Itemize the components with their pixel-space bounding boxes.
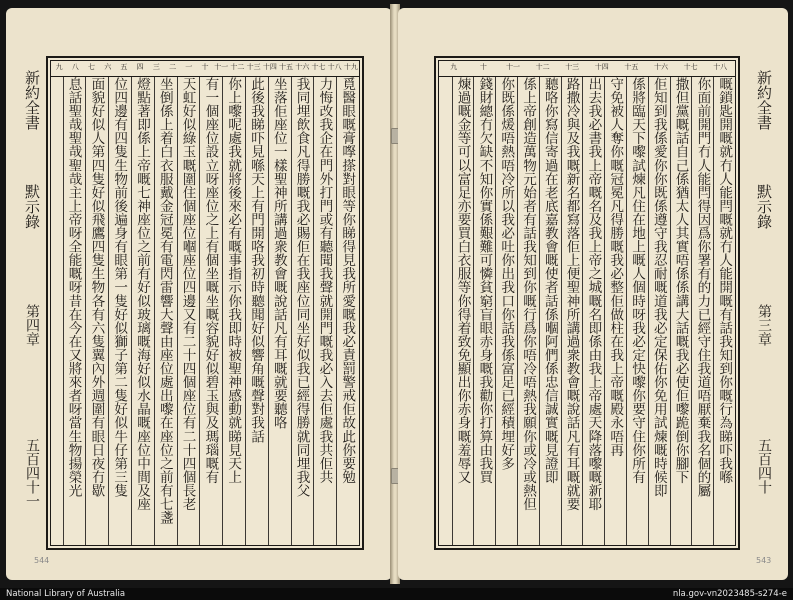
column-text: 出去我必書我上帝嘅名及我上帝之城嘅名即係由我上帝處天降落嚟嘅新耶 bbox=[585, 77, 602, 511]
text-column bbox=[582, 77, 605, 545]
column-number: 四 bbox=[136, 63, 144, 71]
column-number: 七 bbox=[88, 63, 95, 71]
right-column-numbers bbox=[439, 61, 735, 77]
column-number: 十 bbox=[201, 63, 209, 71]
text-column bbox=[691, 77, 714, 545]
text-column bbox=[177, 77, 201, 545]
text-column bbox=[452, 77, 475, 545]
text-column bbox=[670, 77, 693, 545]
column-number: 十二 bbox=[535, 63, 550, 71]
column-number: 八 bbox=[71, 63, 79, 71]
column-number: 十二 bbox=[230, 63, 245, 71]
left-text-columns bbox=[51, 77, 359, 545]
column-number: 九 bbox=[55, 63, 63, 71]
column-number: 十七 bbox=[683, 63, 698, 71]
column-text: 此後我睇吓見喺天上有門開咯我初時聽聞好似響角嘅聲對我話 bbox=[248, 77, 264, 443]
text-column bbox=[222, 77, 246, 545]
column-text: 面貌好似人第四隻好似飛鷹四隻生物各有六隻翼內外週圍有眼日夜冇歇 bbox=[88, 77, 105, 498]
text-column bbox=[648, 77, 671, 545]
column-number: 九 bbox=[450, 63, 458, 71]
column-number: 十三 bbox=[565, 63, 580, 71]
text-column bbox=[154, 77, 178, 545]
column-text: 係上帝創造萬物元始者有話我知到你嘅行爲你唔冷唔熱我願你或冷或熱但 bbox=[520, 77, 536, 511]
column-text: 你既係煖唔熱唔冷所以我必吐你出我口你話我係富足已經積埋好多 bbox=[498, 77, 515, 470]
column-text: 佢知到我係愛你你既係遵守我忍耐嘅道我必定保佑你免用試煉嘅時候即 bbox=[650, 77, 667, 498]
credit-library: National Library of Australia bbox=[6, 589, 126, 599]
column-number: 六 bbox=[104, 63, 112, 71]
left-section-title: 默示錄 bbox=[23, 184, 41, 229]
text-column bbox=[291, 77, 315, 545]
text-column bbox=[336, 77, 360, 545]
left-page-number: 五百四十一 bbox=[24, 438, 40, 508]
text-column bbox=[63, 77, 87, 545]
left-chapter-title: 第四章 bbox=[24, 304, 40, 346]
column-number: 十三 bbox=[246, 63, 261, 71]
right-page-number: 五百四十 bbox=[756, 438, 772, 494]
column-text: 嘅鎖匙開嘅就冇人能閂嘅就冇人能開嘅有話我知到你嘅行為睇吓我喺 bbox=[716, 77, 733, 484]
text-column bbox=[313, 77, 337, 545]
column-number: 十五 bbox=[624, 63, 639, 71]
column-text: 聽咯你寫信寄過在老底嘉教會嘅使者話係嗰阿們係忠信誠實嘅見證即 bbox=[541, 77, 558, 484]
column-text: 路撒冷與及我嘅新名都寫落佢上便聖神所講過衆教會嘅說話凡有耳嘅就要 bbox=[563, 77, 580, 511]
text-column bbox=[85, 77, 109, 545]
column-text: 守免被人奪你嘅冠冕凡得勝嘅我必整佢做柱在我上帝嘅殿永唔再 bbox=[607, 77, 624, 457]
right-page bbox=[398, 8, 788, 580]
column-number: 十八 bbox=[327, 63, 342, 71]
column-text: 力悔改我企在門外打門或有聽聞我聲就開門嘅我必入去佢處我共佢共 bbox=[316, 77, 333, 484]
column-number: 十八 bbox=[713, 63, 728, 71]
column-text: 覓醫眼嘅膏𠸎搽對眼等你睇得見我所愛嘅我必責罰警戒佢故此你要勉 bbox=[339, 77, 356, 484]
column-text: 位四邊有四隻生物前後遍身有眼第一隻好似獅子第二隻好似牛仔第三隻 bbox=[111, 77, 128, 498]
column-number: 十六 bbox=[653, 63, 668, 71]
text-column bbox=[604, 77, 627, 545]
right-section-title: 默示錄 bbox=[755, 184, 773, 229]
left-page bbox=[6, 8, 392, 580]
column-number: 十四 bbox=[262, 63, 277, 71]
right-pencil-mark: 543 bbox=[756, 556, 772, 565]
left-book-title: 新約全書 bbox=[23, 70, 41, 130]
column-text: 息話聖哉聖哉聖哉主上帝呀全能嘅呀昔在今在又將來者呀當生物揚榮光 bbox=[65, 77, 82, 498]
column-number: 十五 bbox=[279, 63, 294, 71]
text-column bbox=[131, 77, 155, 545]
credits-bar bbox=[0, 588, 793, 600]
column-text: 坐落佢座位一樣聖神所講過衆教會嘅說話凡有耳嘅就要聽咯 bbox=[270, 77, 287, 430]
column-text: 你上嚟呢處我就將後來必有嘅事指示你我即時被聖神感動就睇見天上 bbox=[225, 77, 242, 484]
column-text: 燈點著即係上帝嘅七神座位之前有好似玻璃嘅海好似水晶嘅座位中間及座 bbox=[134, 77, 150, 511]
column-number: 十四 bbox=[594, 63, 609, 71]
column-text: 係將臨天下嚟試煉凡住在地上嘅人個時呀我必定快嚟你要守住你所有 bbox=[629, 77, 645, 484]
column-number: 十一 bbox=[505, 63, 520, 71]
column-number: 十六 bbox=[295, 63, 310, 71]
text-column bbox=[473, 77, 496, 545]
column-text: 撒但黨嘅話自己係猶太人其實唔係係講大話嘅我必使佢嚟跪倒你腳下 bbox=[672, 77, 689, 484]
text-column bbox=[199, 77, 223, 545]
text-column bbox=[561, 77, 584, 545]
left-pencil-mark: 544 bbox=[34, 556, 50, 565]
column-number: 二 bbox=[169, 63, 177, 71]
text-column bbox=[517, 77, 540, 545]
column-text: 有一個座位設立呀座位之上有個坐嘅坐嘅容貌好似碧玉與及瑪瑙嘅有 bbox=[202, 77, 219, 484]
column-number: 三 bbox=[152, 63, 160, 71]
column-text: 錢財總冇欠缺不知你實係艱難可憐貧窮盲眼赤身嘅我勸你打算由我買 bbox=[476, 77, 493, 484]
column-number: 十一 bbox=[214, 63, 229, 71]
column-text: 你面前開門冇人能閂得因爲你署有的力已經守住我道唔厭棄我名個的屬 bbox=[694, 77, 711, 498]
column-number: 十九 bbox=[343, 63, 358, 71]
column-number: 一 bbox=[185, 63, 193, 71]
left-column-numbers bbox=[51, 61, 359, 77]
right-text-frame bbox=[434, 56, 740, 550]
credit-identifier: nla.gov-vn2023485-s274-e bbox=[672, 589, 787, 599]
right-chapter-title: 第三章 bbox=[756, 304, 772, 346]
text-column bbox=[268, 77, 292, 545]
text-column bbox=[713, 77, 736, 545]
column-number: 五 bbox=[120, 63, 128, 71]
column-text: 天虹好似綠玉嘅圍住個座位嗰座位四邊又有二十四個座位有二十四個長老 bbox=[179, 77, 196, 511]
column-text: 我同埋飲食凡得勝嘅我必賜佢在我座位同坐好似我已經得勝就同埋我父 bbox=[293, 77, 310, 498]
left-text-frame bbox=[46, 56, 364, 550]
text-column bbox=[626, 77, 649, 545]
column-number: 十七 bbox=[311, 63, 326, 71]
column-number: 十 bbox=[479, 63, 487, 71]
column-text: 煉過嘅金等可以富足亦要買白衣服等你得着致免顯出你赤身嘅羞辱又 bbox=[454, 77, 471, 484]
right-text-columns bbox=[439, 77, 735, 545]
text-column bbox=[108, 77, 132, 545]
right-book-title: 新約全書 bbox=[755, 70, 773, 130]
text-column bbox=[539, 77, 562, 545]
text-column bbox=[245, 77, 269, 545]
text-column bbox=[495, 77, 518, 545]
column-text: 坐倒係上着白衣服戴金冠冕有電閃雷響大聲由座位處出嚟在座位之前有七盞 bbox=[156, 77, 173, 525]
